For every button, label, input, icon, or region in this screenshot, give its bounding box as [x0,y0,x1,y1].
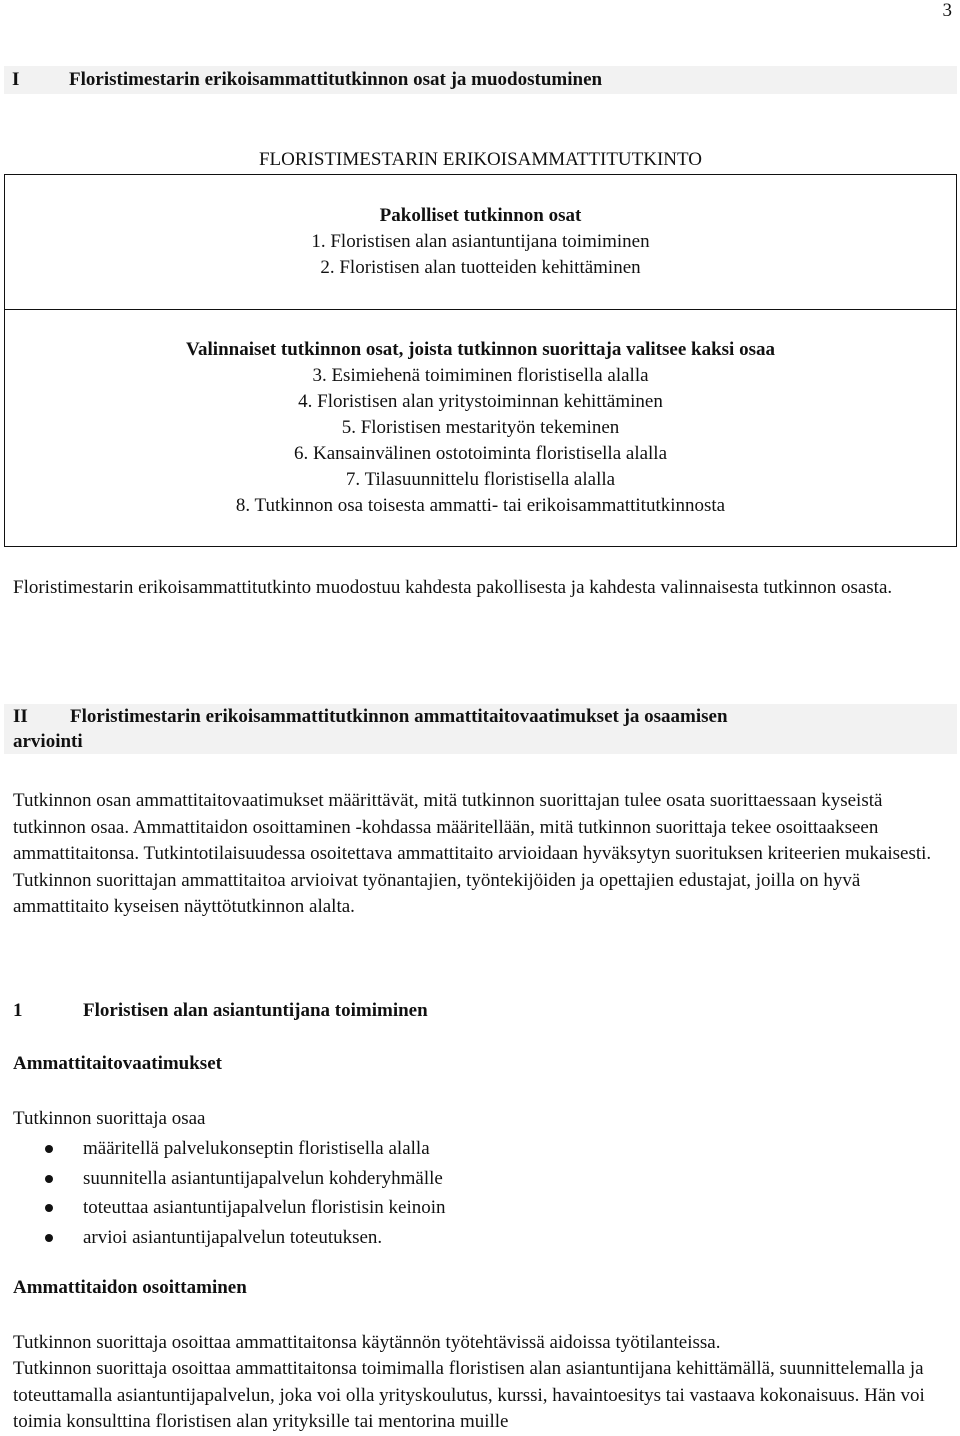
optional-item: 6. Kansainvälinen ostotoiminta floristisella alalla [293,443,668,464]
bullet-icon [45,1234,53,1242]
bullet-icon [45,1175,53,1183]
section-title-line1: Floristimestarin erikoisammattitutkinnon ammattitaitovaatimukset ja osaamisen [70,706,728,727]
section-number: II [13,706,28,727]
section-title: Floristimestarin erikoisammattitutkinnon osat ja muodostuminen [69,69,603,90]
section-heading-1 [4,66,957,94]
page-number: 3 [942,0,952,21]
part-heading [13,1000,428,1022]
optional-item: 8. Tutkinnon osa toisesta ammatti- tai erikoisammattitutkinnosta [235,495,726,516]
list-item: arvioi asiantuntijapalvelun toteutuksen. [13,1227,446,1257]
list-item: toteuttaa asiantuntijapalvelun floristisin keinoin [13,1197,446,1227]
qualification-title: FLORISTIMESTARIN ERIKOISAMMATTITUTKINTO [258,149,703,170]
requirements-intro: Tutkinnon suorittaja osaa [13,1108,206,1129]
optional-item: 5. Floristisen mestarityön tekeminen [341,417,620,438]
section-number: I [12,69,20,90]
demonstration-line: Tutkinnon suorittaja osoittaa ammattitaitonsa käytännön työtehtävissä aidoissa työtilanteissa. [13,1332,721,1353]
part-title: Floristisen alan asiantuntijana toimiminen [83,1000,428,1021]
demonstration-paragraph: Tutkinnon suorittaja osoittaa ammattitaitonsa toimimalla floristisen alan asiantuntijana kehittämällä, suunnittelemalla ja toteuttamalla asiantuntijapalvelun, joka voi olla yrityskoulutus, kurssi, havaintoesitys tai vastaava kokonaisuus. Hän voi toimia konsulttina floristisen alan yrityksille tai mentorina muille [13,1358,925,1432]
requirements-list [13,1138,446,1256]
list-item: suunnitella asiantuntijapalvelun kohderyhmälle [13,1168,446,1198]
composition-paragraph: Floristimestarin erikoisammattitutkinto muodostuu kahdesta pakollisesta ja kahdesta valinnaisesta tutkinnon osasta. [13,577,893,598]
optional-item: 3. Esimiehenä toimiminen floristisella alalla [312,365,649,386]
mandatory-item: 2. Floristisen alan tuotteiden kehittäminen [320,257,641,278]
optional-item: 7. Tilasuunnittelu floristisella alalla [345,469,616,490]
section-heading-2 [4,704,957,754]
mandatory-heading: Pakolliset tutkinnon osat [379,205,582,226]
requirements-paragraph: Tutkinnon osan ammattitaitovaatimukset määrittävät, mitä tutkinnon suorittajan tulee osata suorittaessaan kyseistä tutkinnon osaa. Ammattitaidon osoittaminen -kohdassa määritellään, mitä tutkinnon suorittaja tekee osoittaakseen ammattitaitonsa. Tutkintotilaisuudessa osoitettava ammattitaito arvioidaan hyväksytyn suorituksen kriteerien mukaisesti. Tutkinnon suorittajan ammattitaitoa arvioivat työnantajien, työntekijöiden ja opettajien edustajat, joilla on hyvä ammattitaito kyseisen näyttötutkinnon alalta. [13,790,932,917]
demonstration-heading: Ammattitaidon osoittaminen [13,1277,247,1298]
bullet-icon [45,1145,53,1153]
part-number: 1 [13,1000,23,1021]
mandatory-parts-box [4,149,957,310]
optional-item: 4. Floristisen alan yritystoiminnan kehittäminen [298,391,663,412]
optional-parts-box [4,310,957,547]
section-title-line2: arviointi [13,731,83,752]
list-item: määritellä palvelukonseptin floristisella alalla [13,1138,446,1168]
requirements-heading: Ammattitaitovaatimukset [13,1053,222,1074]
mandatory-item: 1. Floristisen alan asiantuntijana toimiminen [311,231,650,252]
optional-heading: Valinnaiset tutkinnon osat, joista tutkinnon suorittaja valitsee kaksi osaa [186,339,775,360]
bullet-icon [45,1204,53,1212]
